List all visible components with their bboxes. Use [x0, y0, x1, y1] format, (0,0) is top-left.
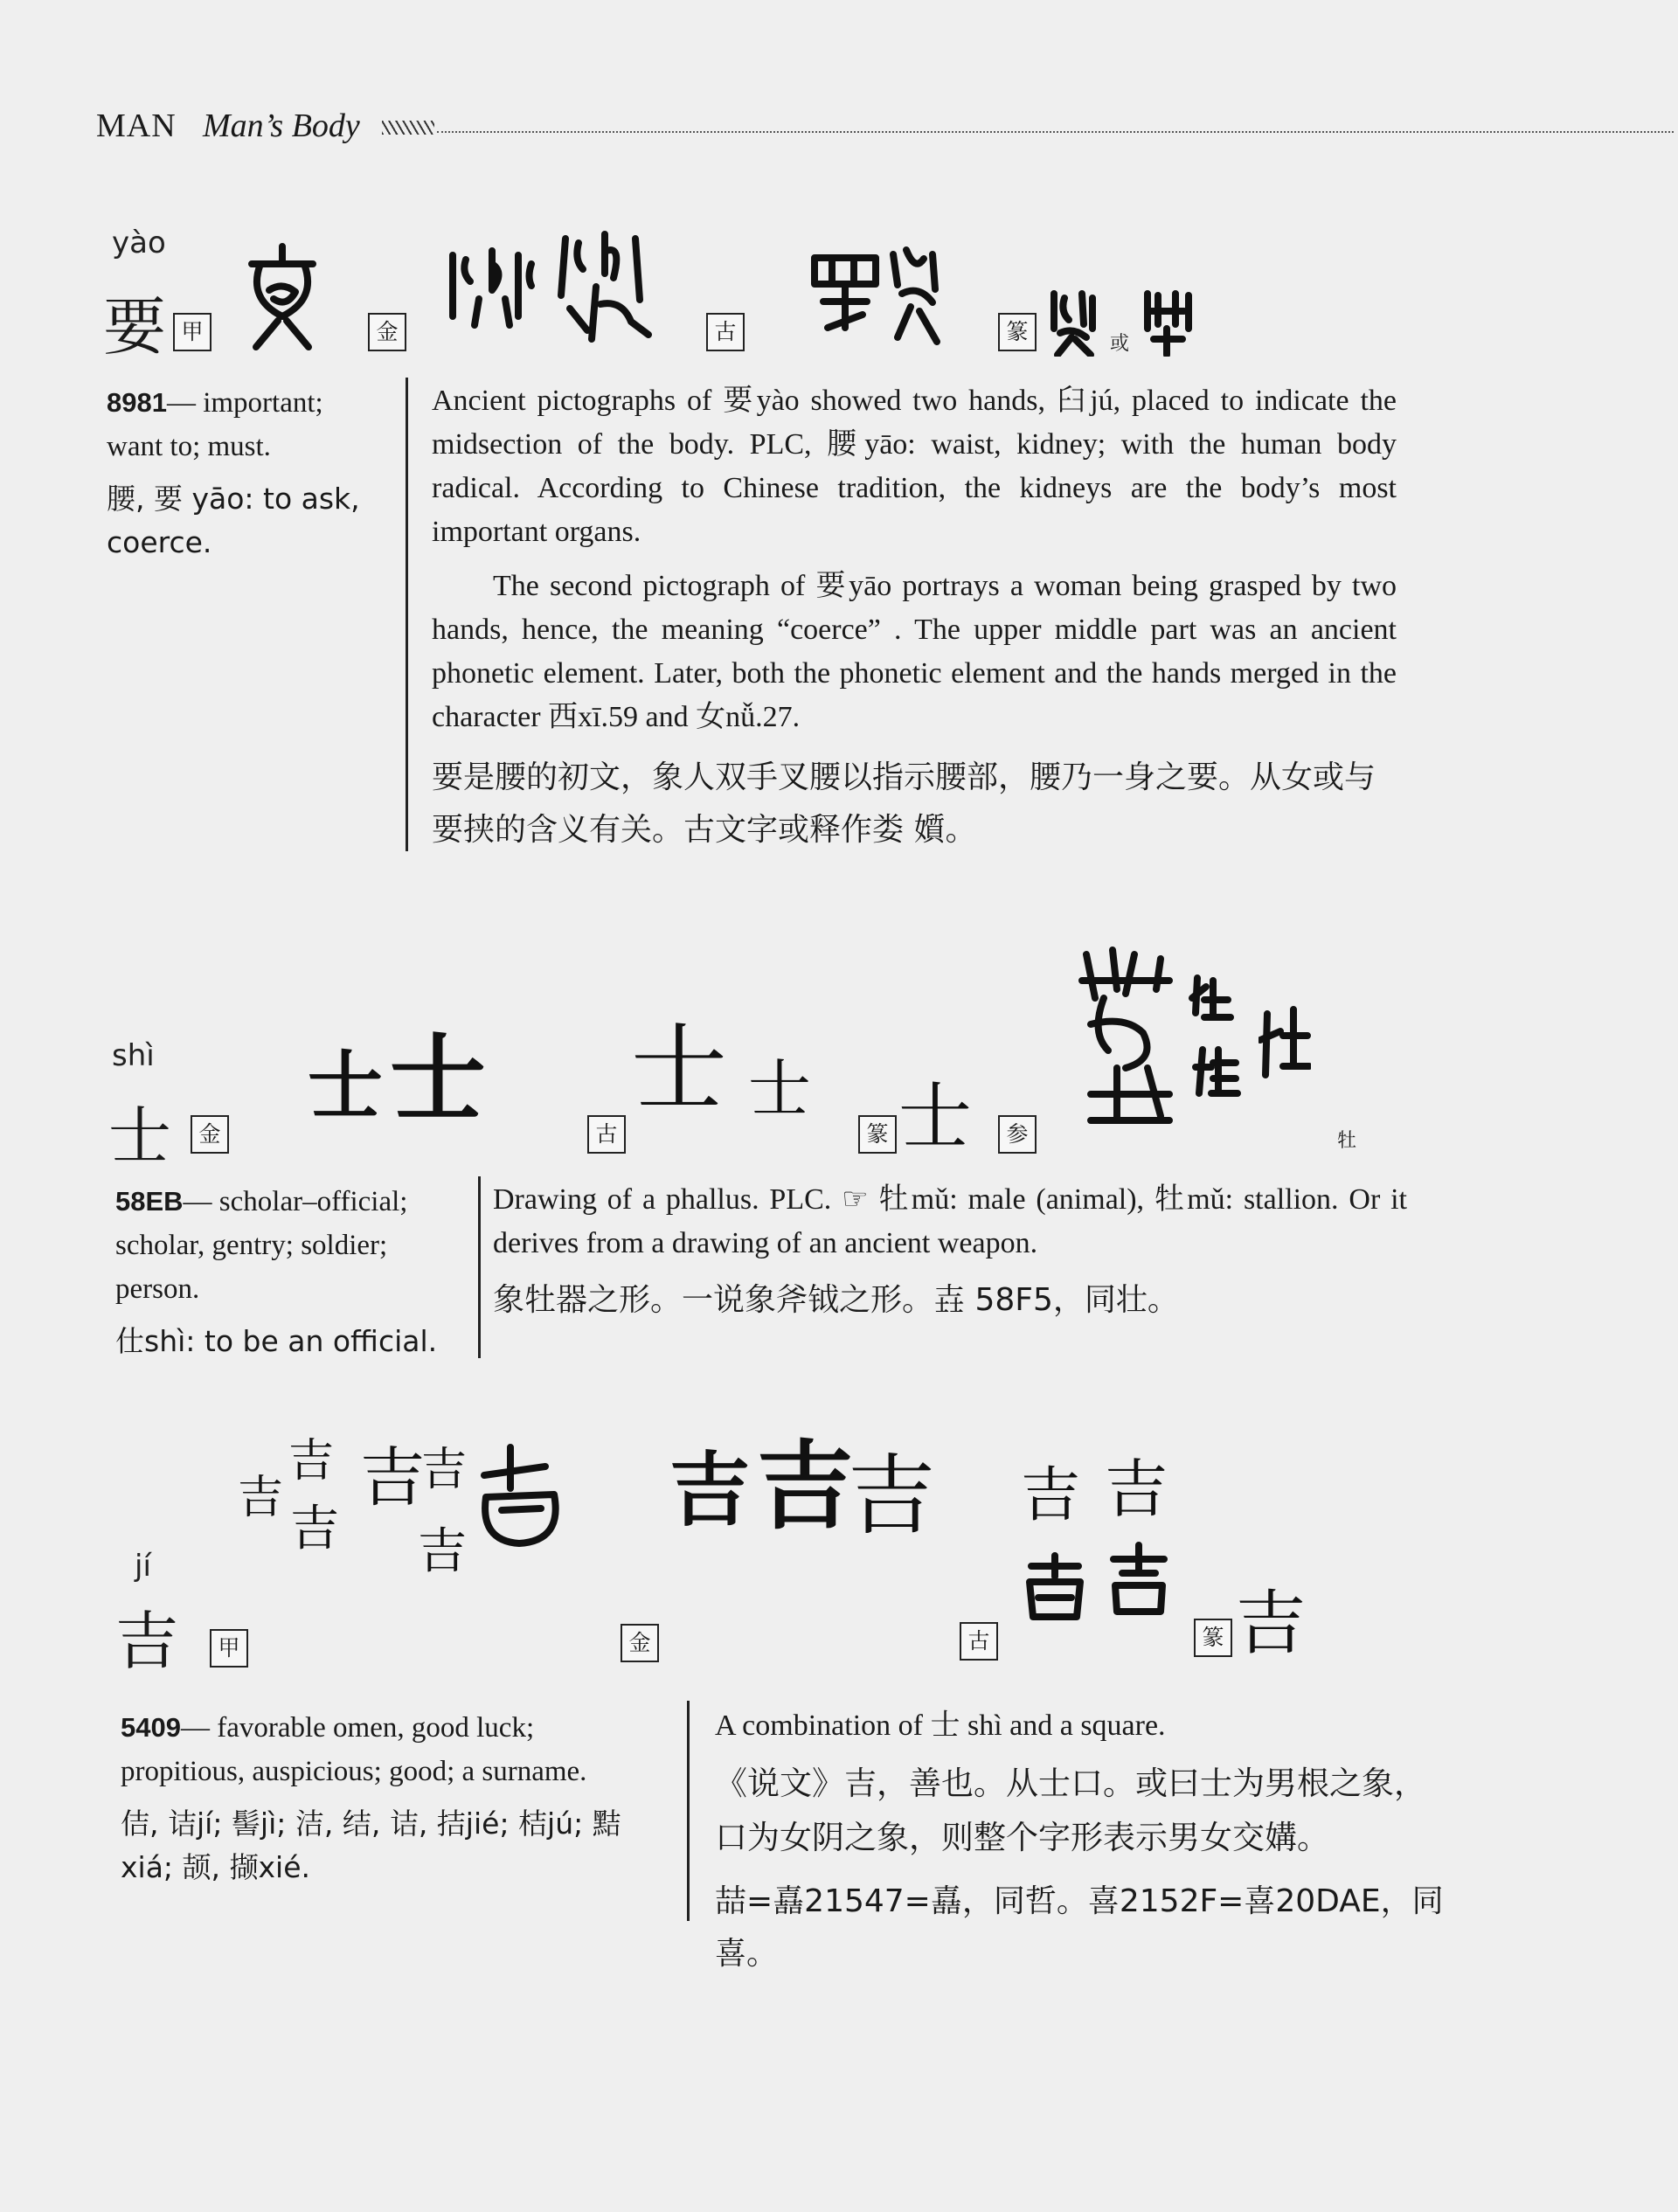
column-divider — [478, 1176, 481, 1358]
subsection-title: Man’s Body — [203, 107, 360, 144]
section-title: MAN — [96, 107, 177, 144]
explanation-paragraph: Drawing of a phallus. PLC. ☞ 牡mǔ: male (animal), 牡mǔ: stallion. Or it derives from a drawing of an ancient weapon. — [493, 1183, 1407, 1259]
unicode-code: 8981 — [107, 387, 167, 418]
ancient-glyph-ji-3 — [1024, 1552, 1085, 1623]
reference-glyph-mu-small-2 — [1192, 1045, 1241, 1100]
reference-glyph-caption: 牡 — [1337, 1130, 1357, 1152]
oracle-bone-glyph-ji-3: 吉 — [290, 1501, 339, 1557]
entry-shi-pinyin: shì — [112, 1038, 155, 1073]
definition-text: — scholar–official; scholar, gentry; soldier; person. — [115, 1186, 408, 1305]
ancient-glyph-ji-1: 吉 — [1021, 1461, 1081, 1530]
reference-glyph-mu-small-3 — [1258, 1005, 1311, 1086]
bronze-glyph-ji-2: 吉 — [757, 1431, 853, 1543]
entry-yao-chinese-note: 要是腰的初文，象人双手叉腰以指示腰部，腰乃一身之要。从女或与要挟的含义有关。古文字或释作娄 㜱。 — [432, 759, 1376, 848]
ancient-script-label-badge: 古 — [960, 1622, 998, 1661]
bronze-label-badge: 金 — [191, 1115, 229, 1154]
related-characters: 仕shì: to be an official. — [115, 1324, 438, 1358]
bronze-glyph-shi-1: 士 — [308, 1043, 383, 1130]
entry-ji-pinyin: jí — [135, 1549, 151, 1584]
bronze-glyph-shi-2: 士 — [390, 1023, 486, 1135]
definition-text: — favorable omen, good luck; propitious, auspicious; good; a surname. — [121, 1712, 587, 1787]
entry-shi-explanation — [493, 1178, 1407, 1265]
oracle-bone-glyph-ji-6: 吉 — [418, 1523, 467, 1580]
ancient-glyph-yao-2 — [884, 241, 946, 349]
entry-ji-explanation — [715, 1704, 1432, 1748]
seal-script-label-badge: 篆 — [998, 313, 1037, 351]
oracle-bone-glyph-ji-1: 吉 — [238, 1472, 284, 1524]
reference-label-badge: 参 — [998, 1115, 1037, 1154]
entry-ji-definition — [121, 1706, 662, 1890]
bronze-label-badge: 金 — [621, 1624, 659, 1662]
explanation-paragraph: Ancient pictographs of 要yào showed two hands, 臼jú, placed to indicate the midsection of the body. PLC, 腰yāo: waist, kidney; with the human body radical. According to Chinese tradition, the kidneys are the body’s most important organs. — [432, 385, 1397, 548]
bronze-glyph-yao-2 — [552, 225, 657, 350]
ancient-glyph-ji-2: 吉 — [1105, 1453, 1168, 1526]
seal-glyph-shi: 士 — [898, 1074, 973, 1160]
bronze-glyph-yao-1 — [444, 238, 540, 336]
variant-or-label: 或 — [1110, 333, 1130, 355]
unicode-code: 5409 — [121, 1712, 181, 1743]
oracle-bone-glyph-yao — [243, 238, 322, 354]
seal-glyph-ji: 吉 — [1236, 1583, 1306, 1664]
entry-shi-definition — [115, 1180, 447, 1363]
reference-glyph-mu-small-1 — [1189, 974, 1234, 1025]
unicode-code: 58EB — [115, 1186, 184, 1217]
entry-yao-character: 要 — [103, 290, 167, 364]
ancient-glyph-yao-1 — [806, 245, 884, 335]
entry-ji-character: 吉 — [115, 1605, 179, 1678]
related-characters: 佶, 诘jí; 髻jì; 洁, 结, 诘, 拮jié; 桔jú; 黠xiá; 颉, 撷xié. — [121, 1806, 621, 1884]
column-divider — [687, 1701, 690, 1921]
oracle-bone-glyph-ji-4: 吉 — [360, 1440, 425, 1515]
bronze-label-badge: 金 — [368, 313, 406, 351]
definition-text: — important; want to; must. — [107, 387, 323, 462]
entry-yao-pinyin: yào — [112, 225, 166, 260]
ancient-glyph-shi-2: 士 — [748, 1052, 812, 1126]
bronze-glyph-ji-3: 吉 — [848, 1445, 935, 1547]
seal-glyph-yao-1 — [1047, 285, 1099, 359]
header-hatch-ornament — [382, 121, 434, 135]
related-characters: 腰, 要 yāo: to ask, coerce. — [107, 482, 360, 559]
oracle-bone-glyph-ji-7 — [475, 1440, 563, 1557]
oracle-bone-label-badge: 甲 — [210, 1629, 248, 1668]
oracle-bone-glyph-ji-2: 吉 — [288, 1435, 335, 1487]
ancient-script-label-badge: 古 — [587, 1115, 626, 1154]
seal-script-label-badge: 篆 — [1194, 1619, 1232, 1657]
seal-glyph-yao-2 — [1141, 285, 1196, 359]
ancient-script-label-badge: 古 — [706, 313, 745, 351]
entry-ji-chinese-note: 《说文》吉，善也。从士口。或曰士为男根之象，口为女阴之象，则整个字形表示男女交媾。 — [715, 1765, 1426, 1856]
explanation-paragraph: The second pictograph of 要yāo portrays a woman being grasped by two hands, hence, the meaning “coerce” . The upper middle part was an ancient phonetic element. Later, both the phonetic element and the hands merged in the character 西xī.59 and 女nǚ.27. — [432, 570, 1397, 733]
bronze-glyph-ji-1: 吉 — [669, 1444, 751, 1537]
entry-yao-explanation — [432, 379, 1397, 739]
ancient-glyph-shi-1: 士 — [631, 1013, 727, 1125]
oracle-bone-label-badge: 甲 — [173, 313, 211, 351]
reference-glyph-mu-large — [1073, 946, 1187, 1132]
header-dotted-rule — [437, 131, 1674, 133]
entry-ji-variant-note: 喆=嚞21547=嚞，同哲。喜2152F=喜20DAE，同喜。 — [715, 1883, 1444, 1972]
entry-shi-chinese-note: 象牡器之形。一说象斧钺之形。壵 58F5，同壮。 — [493, 1282, 1179, 1318]
entry-shi-character: 士 — [108, 1099, 172, 1173]
explanation-paragraph: A combination of 士 shì and a square. — [715, 1709, 1166, 1742]
oracle-bone-glyph-ji-5: 吉 — [421, 1444, 468, 1496]
entry-yao-definition — [107, 381, 386, 565]
seal-script-label-badge: 篆 — [858, 1115, 897, 1154]
column-divider — [406, 378, 408, 851]
ancient-glyph-ji-4 — [1106, 1542, 1171, 1618]
